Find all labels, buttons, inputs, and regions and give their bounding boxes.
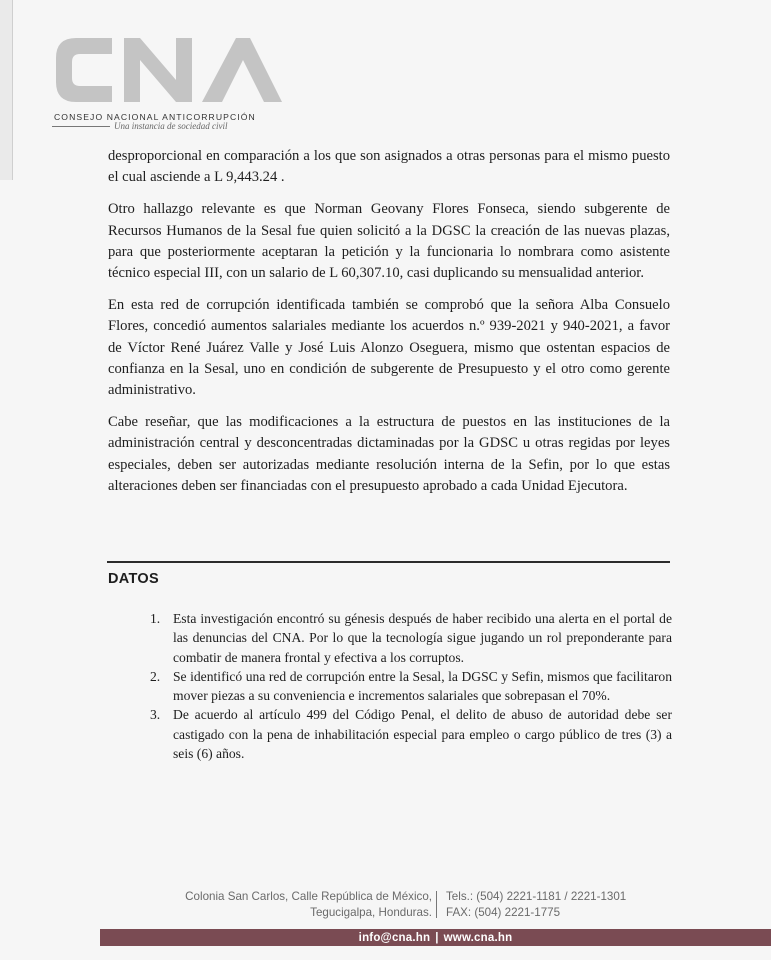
cna-logo [52, 30, 282, 142]
section-divider [107, 561, 670, 563]
page-bottom-margin [0, 946, 771, 960]
footer-divider [436, 891, 437, 918]
body-paragraph: Otro hallazgo relevante es que Norman Geovany Flores Fonseca, siendo subgerente de Recursos Humanos de la Sesal fue quien solicitó a la DGSC la creación de las nuevas plazas, para que posteriormente aceptaran la petición y la funcionaria lo nombrara como asistente técnico especial III, con un salario de L 60,307.10, casi duplicando su mensualidad anterior. [108, 201, 670, 282]
email-link[interactable]: info@cna.hn [358, 931, 431, 944]
datos-item-text: De acuerdo al artículo 499 del Código Penal, el delito de abuso de autoridad debe ser castigado con la pena de inhabilitación especial para empleo o cargo público de tres (3) a seis (6) años. [173, 707, 672, 762]
datos-list [150, 609, 672, 763]
footer-bar-separator: | [435, 931, 439, 944]
logo-divider [52, 126, 110, 127]
body-paragraph: desproporcional en comparación a los que son asignados a otras personas para el mismo puesto el cual asciende a L 9,443.24 . [108, 148, 670, 186]
footer-address [160, 889, 432, 921]
datos-item-text: Se identificó una red de corrupción entre la Sesal, la DGSC y Sefin, mismos que facilitaron mover piezas a su conveniencia e incrementos salariales que sobrepasan el 70%. [173, 668, 672, 704]
logo-tagline: Una instancia de sociedad civil [114, 121, 228, 131]
datos-item [150, 667, 672, 706]
datos-item-number: 2. [150, 668, 161, 684]
datos-item-text: Esta investigación encontró su génesis después de haber recibido una alerta en el portal de las denuncias del CNA. Por lo que la tecnología sigue jugando un rol preponderante para combatir de manera frontal y efectiva a los corruptos. [173, 611, 672, 665]
cna-logo-mark [52, 30, 284, 112]
body-paragraph: Cabe reseñar, que las modificaciones a la estructura de puestos en las instituciones de la administración central y desconcentradas dictaminadas por la GDSC u otras regidas por leyes especiales, deben ser autorizadas mediante resolución interna de la Sefin, por lo que estas alteraciones deben ser financiadas con el presupuesto aprobado a cada Unidad Ejecutora. [108, 414, 670, 494]
datos-item-number: 1. [150, 611, 161, 626]
website-link[interactable]: www.cna.hn [443, 931, 513, 944]
page-edge-shadow [0, 0, 13, 180]
datos-item-number: 3. [150, 707, 161, 723]
footer-contact-bar [100, 929, 771, 946]
datos-heading: DATOS [108, 571, 159, 587]
datos-item [150, 609, 672, 667]
address-line: Colonia San Carlos, Calle República de México, [185, 890, 432, 903]
document-body [108, 146, 670, 508]
body-paragraph: En esta red de corrupción identificada también se comprobó que la señora Alba Consuelo Flores, concedió aumentos salariales mediante los acuerdos n.º 939-2021 y 940-2021, a favor de Víctor René Juárez Valle y José Luis Alonzo Oseguera, mismo que ostentan espacios de confianza en la Sesal, uno en condición de subgerente de Presupuesto y el otro como gerente administrativo. [108, 297, 670, 399]
logo-org-name: CONSEJO NACIONAL ANTICORRUPCIÓN [54, 112, 256, 122]
address-line: Tegucigalpa, Honduras. [310, 906, 432, 919]
footer-phones [446, 889, 626, 921]
phone-line: Tels.: (504) 2221-1181 / 2221-1301 [446, 890, 627, 903]
datos-item [150, 705, 672, 763]
fax-line: FAX: (504) 2221-1775 [446, 906, 561, 919]
